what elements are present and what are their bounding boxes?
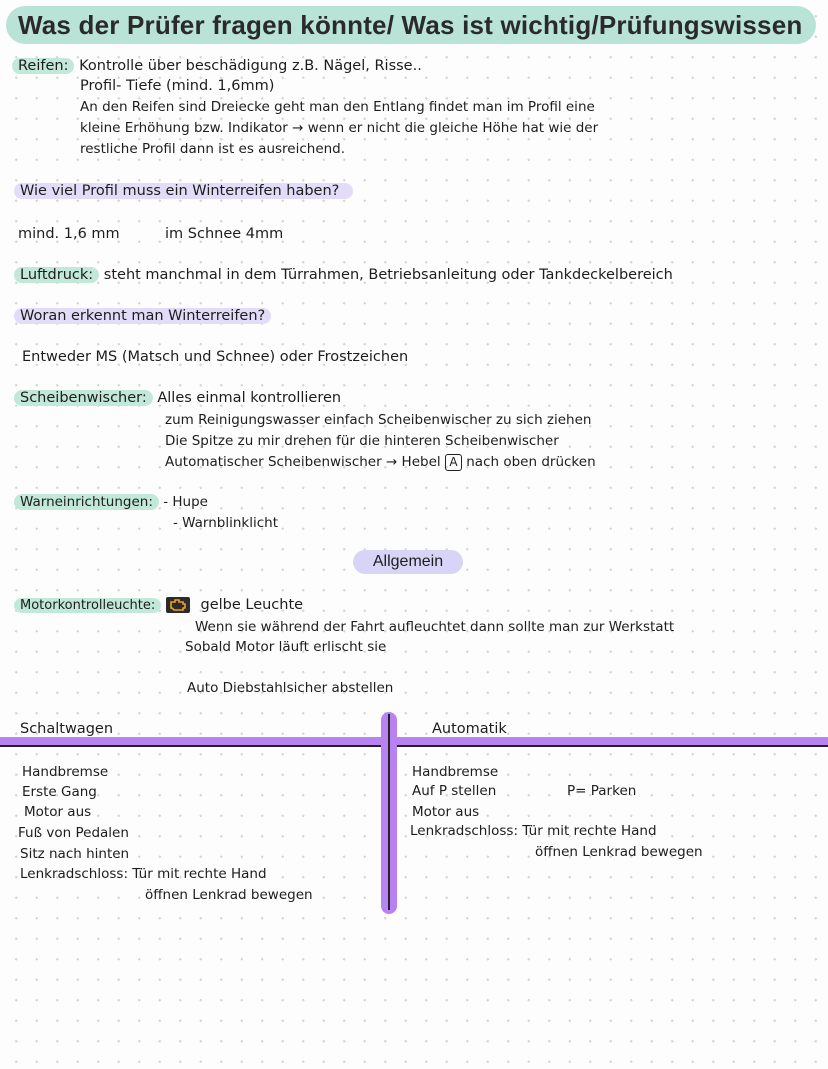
reifen-line2: Profil- Tiefe (mind. 1,6mm) [80, 78, 275, 94]
engine-warning-icon [166, 597, 190, 613]
table-vertical-line [388, 714, 390, 910]
scheibenwischer-label: Scheibenwischer: [14, 390, 153, 406]
scheibenwischer-line3: Die Spitze zu mir drehen für die hinteren Scheibenwischer [165, 433, 559, 449]
reifen-label: Reifen: [12, 58, 74, 74]
schaltwagen-item: Sitz nach hinten [20, 846, 130, 862]
motor-label: Motorkontrolleuchte: [14, 598, 161, 613]
reifen-line4: kleine Erhöhung bzw. Indikator → wenn er nicht die gleiche Höhe hat wie der [80, 120, 599, 136]
answer-winterprofil-schnee: im Schnee 4mm [165, 226, 284, 242]
automatik-cont: öffnen Lenkrad bewegen [535, 844, 703, 860]
table-horizontal-highlight [0, 737, 828, 745]
reifen-line1: Kontrolle über beschädigung z.B. Nägel, Risse.. [79, 58, 422, 74]
warn-label: Warneinrichtungen: [14, 494, 159, 510]
question-winterreifen: Woran erkennt man Winterreifen? [14, 308, 271, 324]
schaltwagen-item: Fuß von Pedalen [18, 825, 129, 841]
warn-item-warnblinklicht: - Warnblinklicht [173, 515, 279, 531]
schaltwagen-item: Lenkradschloss: Tür mit rechte Hand [20, 866, 267, 882]
automatik-heading: Automatik [432, 721, 507, 737]
scheibenwischer-line1: Alles einmal kontrollieren [157, 390, 342, 406]
automatik-item: Handbremse [412, 764, 499, 780]
schaltwagen-item: Erste Gang [22, 784, 97, 800]
sign-a-icon: A [445, 454, 462, 471]
luftdruck-label: Luftdruck: [14, 267, 99, 283]
schaltwagen-item: Motor aus [24, 804, 92, 820]
schaltwagen-item: Handbremse [22, 764, 109, 780]
automatik-p-note: P= Parken [567, 783, 637, 799]
motor-line4: Auto Diebstahlsicher abstellen [187, 680, 394, 696]
answer-winterreifen: Entweder MS (Matsch und Schnee) oder Frostzeichen [22, 349, 409, 365]
motor-line2: Wenn sie während der Fahrt aufleuchtet dann sollte man zur Werkstatt [195, 619, 675, 635]
motor-line1: gelbe Leuchte [200, 597, 304, 613]
reifen-line3: An den Reifen sind Dreiecke geht man den Entlang findet man im Profil eine [80, 99, 595, 115]
schaltwagen-cont: öffnen Lenkrad bewegen [145, 887, 313, 903]
luftdruck-text: steht manchmal in dem Türrahmen, Betriebsanleitung oder Tankdeckelbereich [103, 267, 673, 283]
scheibenwischer-line4: Automatischer Scheibenwischer → Hebel [165, 454, 441, 470]
automatik-item: Lenkradschloss: Tür mit rechte Hand [410, 823, 657, 839]
section-allgemein: Allgemein [353, 550, 463, 574]
page-title: Was der Prüfer fragen könnte/ Was ist wichtig/Prüfungswissen [18, 10, 803, 40]
scheibenwischer-line4-end: nach oben drücken [466, 454, 596, 470]
schaltwagen-heading: Schaltwagen [20, 721, 114, 737]
answer-winterprofil-mind: mind. 1,6 mm [18, 226, 120, 242]
table-horizontal-line [0, 745, 828, 747]
warn-item-hupe: - Hupe [163, 494, 208, 510]
automatik-item: Motor aus [412, 804, 480, 820]
question-winterprofil: Wie viel Profil muss ein Winterreifen haben? [14, 183, 353, 199]
reifen-line5: restliche Profil dann ist es ausreichend. [80, 141, 346, 157]
motor-line3: Sobald Motor läuft erlischt sie [185, 639, 387, 655]
automatik-item: Auf P stellen [412, 783, 497, 799]
scheibenwischer-line2: zum Reinigungswasser einfach Scheibenwischer zu sich ziehen [165, 412, 592, 428]
